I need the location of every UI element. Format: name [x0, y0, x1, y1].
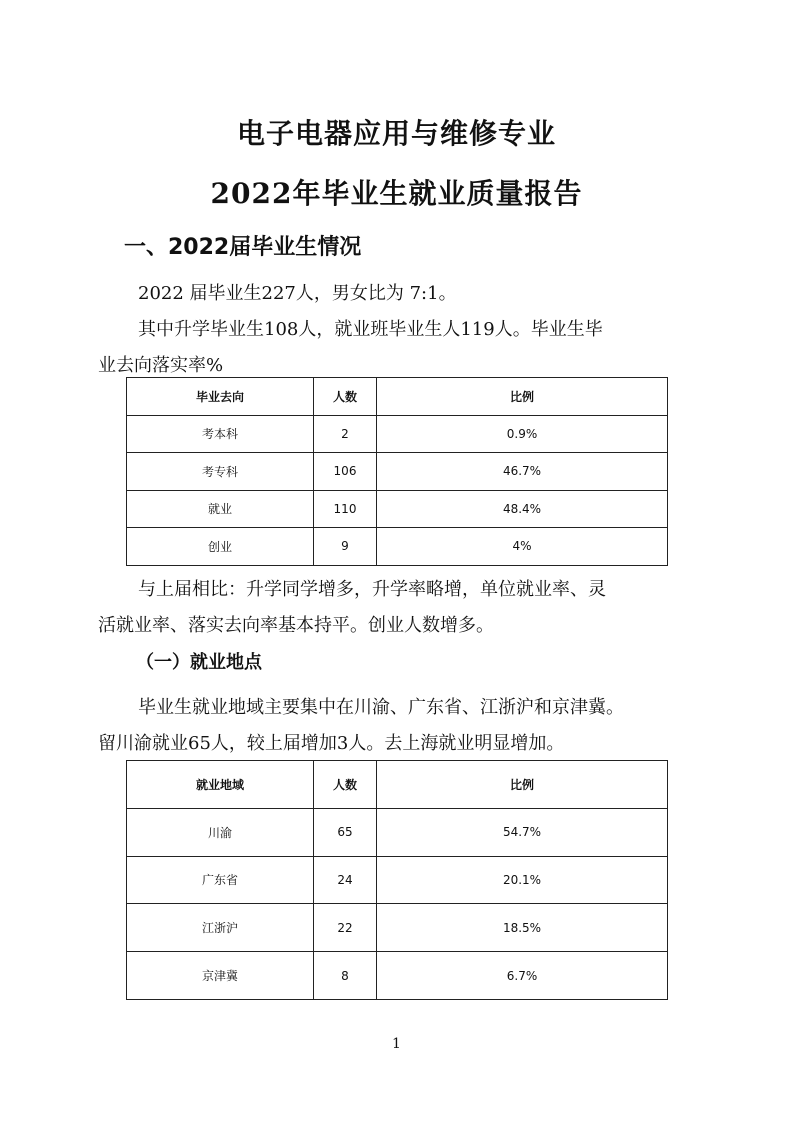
cell-ratio: 6.7%	[377, 952, 668, 1000]
employment-region-table	[126, 760, 668, 1000]
cell-ratio: 48.4%	[377, 490, 668, 528]
cell-ratio: 54.7%	[377, 808, 668, 856]
cell-region: 广东省	[127, 856, 314, 904]
header-ratio: 比例	[377, 378, 668, 416]
table-row	[127, 808, 668, 856]
cell-destination: 考专科	[127, 453, 314, 491]
cell-ratio: 46.7%	[377, 453, 668, 491]
paragraph-location-line-2: 留川渝就业65人，较上届增加3人。去上海就业明显增加。	[98, 733, 565, 754]
cell-count: 2	[314, 415, 377, 453]
cell-count: 8	[314, 952, 377, 1000]
cell-ratio: 20.1%	[377, 856, 668, 904]
cell-ratio: 4%	[377, 528, 668, 566]
cell-destination: 就业	[127, 490, 314, 528]
cell-region: 川渝	[127, 808, 314, 856]
cell-destination: 考本科	[127, 415, 314, 453]
paragraph-comparison-line-2: 活就业率、落实去向率基本持平。创业人数增多。	[98, 615, 494, 636]
cell-region: 江浙沪	[127, 904, 314, 952]
cell-count: 65	[314, 808, 377, 856]
table-row	[127, 528, 668, 566]
header-region: 就业地域	[127, 761, 314, 809]
table-row	[127, 453, 668, 491]
table-row	[127, 856, 668, 904]
table-row	[127, 904, 668, 952]
cell-count: 24	[314, 856, 377, 904]
subsection-heading-location: （一）就业地点	[136, 652, 262, 673]
cell-destination: 创业	[127, 528, 314, 566]
table-header-row	[127, 378, 668, 416]
paragraph-location-line-1: 毕业生就业地域主要集中在川渝、广东省、江浙沪和京津冀。	[138, 697, 624, 718]
table-header-row	[127, 761, 668, 809]
graduate-destination-table	[126, 377, 668, 566]
cell-ratio: 18.5%	[377, 904, 668, 952]
table-row	[127, 952, 668, 1000]
paragraph-destination-line-2: 业去向落实率%	[98, 355, 224, 376]
paragraph-graduate-count: 2022 届毕业生227人，男女比为 7:1。	[138, 283, 457, 304]
paragraph-comparison-line-1: 与上届相比：升学同学增多，升学率略增，单位就业率、灵	[138, 579, 606, 600]
cell-count: 110	[314, 490, 377, 528]
header-destination: 毕业去向	[127, 378, 314, 416]
table-row	[127, 490, 668, 528]
report-title-line-2: 2022年毕业生就业质量报告	[210, 177, 583, 210]
cell-count: 22	[314, 904, 377, 952]
page-number: 1	[392, 1036, 401, 1052]
paragraph-destination-line-1: 其中升学毕业生108人，就业班毕业生人119人。毕业生毕	[138, 319, 603, 340]
report-title-line-1: 电子电器应用与维修专业	[236, 117, 556, 150]
table-row	[127, 415, 668, 453]
cell-count: 9	[314, 528, 377, 566]
cell-count: 106	[314, 453, 377, 491]
header-count: 人数	[314, 378, 377, 416]
cell-ratio: 0.9%	[377, 415, 668, 453]
cell-region: 京津冀	[127, 952, 314, 1000]
section-heading-graduates: 一、2022届毕业生情况	[124, 235, 362, 260]
header-count: 人数	[314, 761, 377, 809]
header-ratio: 比例	[377, 761, 668, 809]
